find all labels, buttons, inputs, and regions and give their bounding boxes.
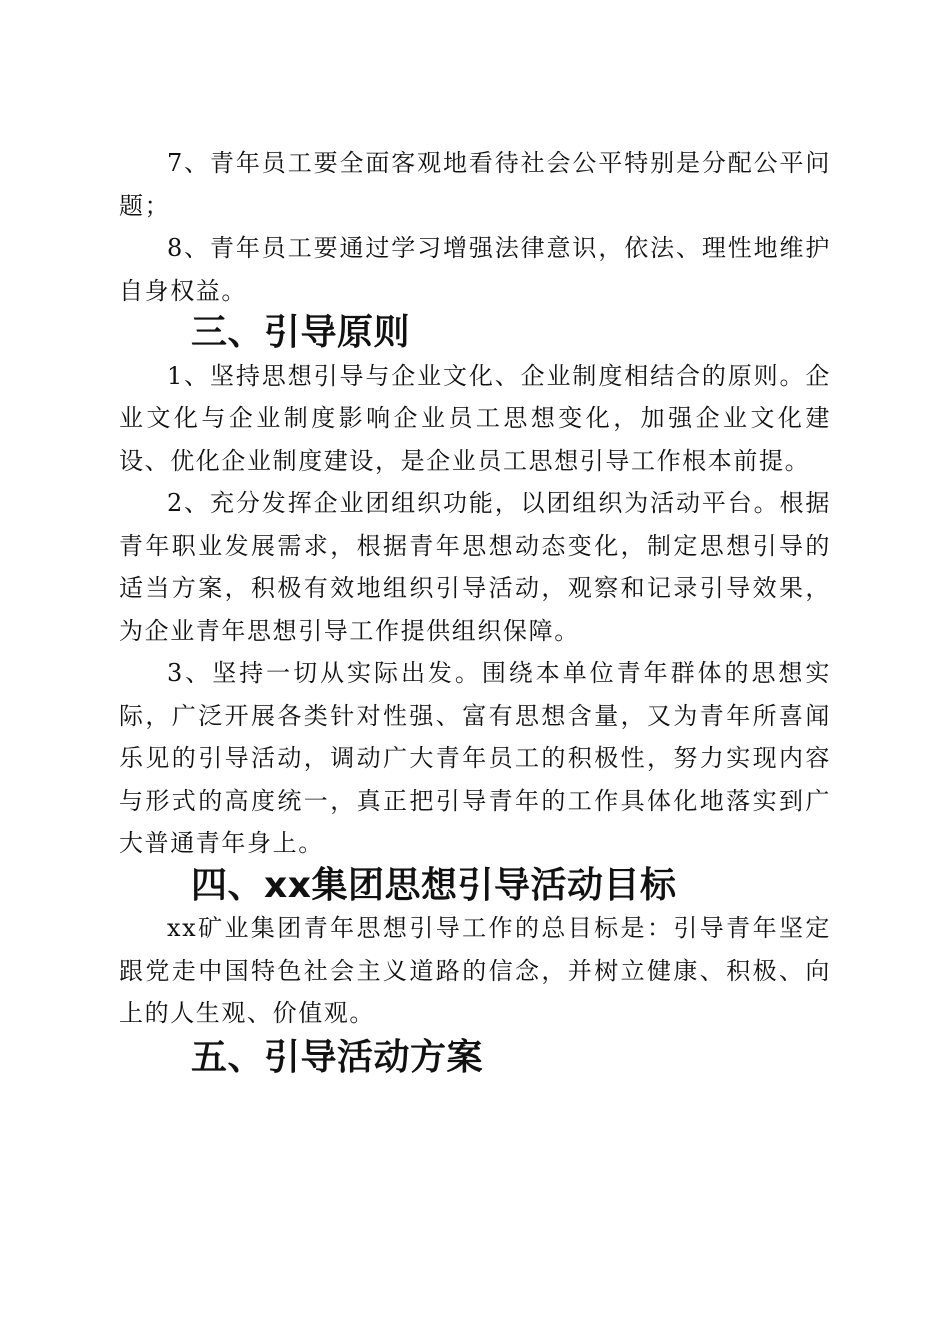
paragraph-goal: xx矿业集团青年思想引导工作的总目标是：引导青年坚定跟党走中国特色社会主义道路的信念，并树立健康、积极、向上的人生观、价值观。 <box>119 914 831 1027</box>
paragraph-principle-3: 3、坚持一切从实际出发。围绕本单位青年群体的思想实际，广泛开展各类针对性强、富有思想含量，又为青年所喜闻乐见的引导活动，调动广大青年员工的积极性，努力实现内容与形式的高度统一，真正把引导青年的工作具体化地落实到广大普通青年身上。 <box>119 659 831 857</box>
section-heading-goals: 四、xx集团思想引导活动目标 <box>191 864 677 906</box>
paragraph-item-8: 8、青年员工要通过学习增强法律意识，依法、理性地维护自身权益。 <box>119 234 831 305</box>
paragraph-principle-2: 2、充分发挥企业团组织功能，以团组织为活动平台。根据青年职业发展需求，根据青年思想动态变化，制定思想引导的适当方案，积极有效地组织引导活动，观察和记录引导效果，为企业青年思想引导工作提供组织保障。 <box>119 489 831 645</box>
section-heading-principles: 三、引导原则 <box>191 312 411 353</box>
paragraph-item-7: 7、青年员工要全面客观地看待社会公平特别是分配公平问题； <box>119 149 831 220</box>
paragraph-principle-1: 1、坚持思想引导与企业文化、企业制度相结合的原则。企业文化与企业制度影响企业员工思想变化，加强企业文化建设、优化企业制度建设，是企业员工思想引导工作根本前提。 <box>119 361 831 475</box>
document-page <box>119 142 831 1079</box>
section-heading-plan: 五、引导活动方案 <box>191 1036 484 1078</box>
